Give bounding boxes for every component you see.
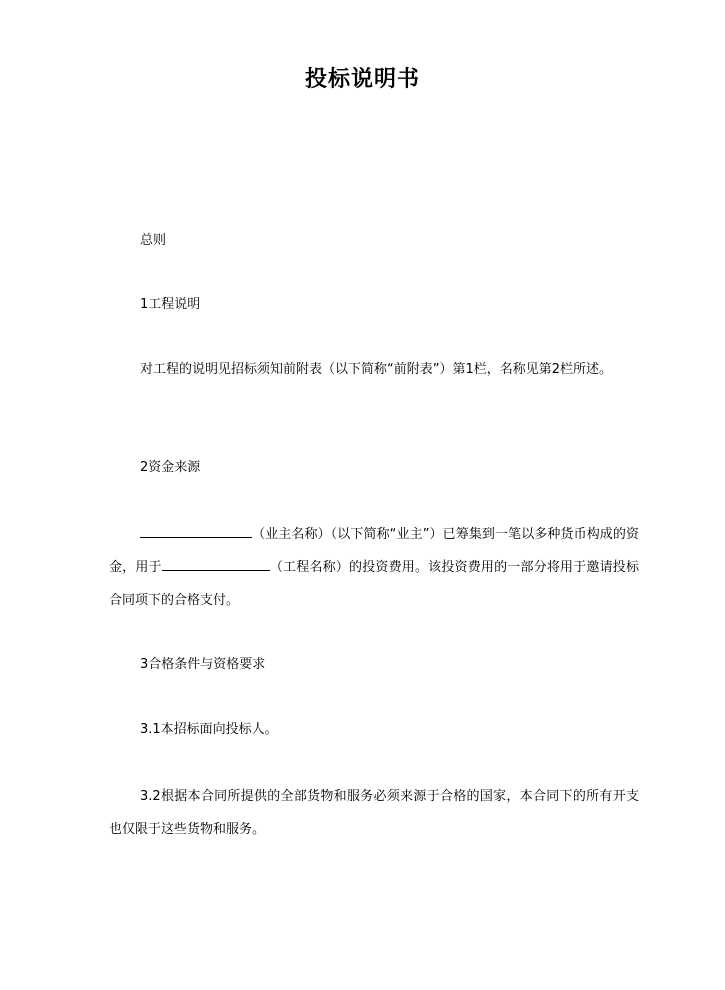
paragraph-fund-source (109, 518, 639, 617)
paragraph-eligibility-3-2: 3.2根据本合同所提供的全部货物和服务必须来源于合格的国家，本合同下的所有开支也仅限于这些货物和服务。 (109, 789, 639, 837)
project-name-blank (162, 556, 270, 571)
paragraph-fund-source-part2: （工程名称）的投资费用。该投资费用的一部分将用于邀请投标合同项下的合格支付。 (109, 560, 639, 608)
heading-eligibility: 3合格条件与资格要求 (140, 657, 266, 672)
heading-fund-source: 2资金来源 (140, 460, 201, 475)
paragraph-project-description: 对工程的说明见招标须知前附表（以下简称“前附表”）第1栏，名称见第2栏所述。 (140, 362, 613, 377)
paragraph-fund-source-part1: （业主名称）（以下简称“业主”）已筹集到一笔以多种货币构成的资金，用于 (109, 527, 639, 575)
section-general-heading: 总则 (140, 233, 167, 248)
owner-name-blank (140, 523, 252, 538)
heading-project-description: 1工程说明 (140, 297, 201, 312)
document-title: 投标说明书 (304, 67, 420, 92)
paragraph-eligibility-3-1: 3.1本招标面向投标人。 (140, 722, 278, 737)
